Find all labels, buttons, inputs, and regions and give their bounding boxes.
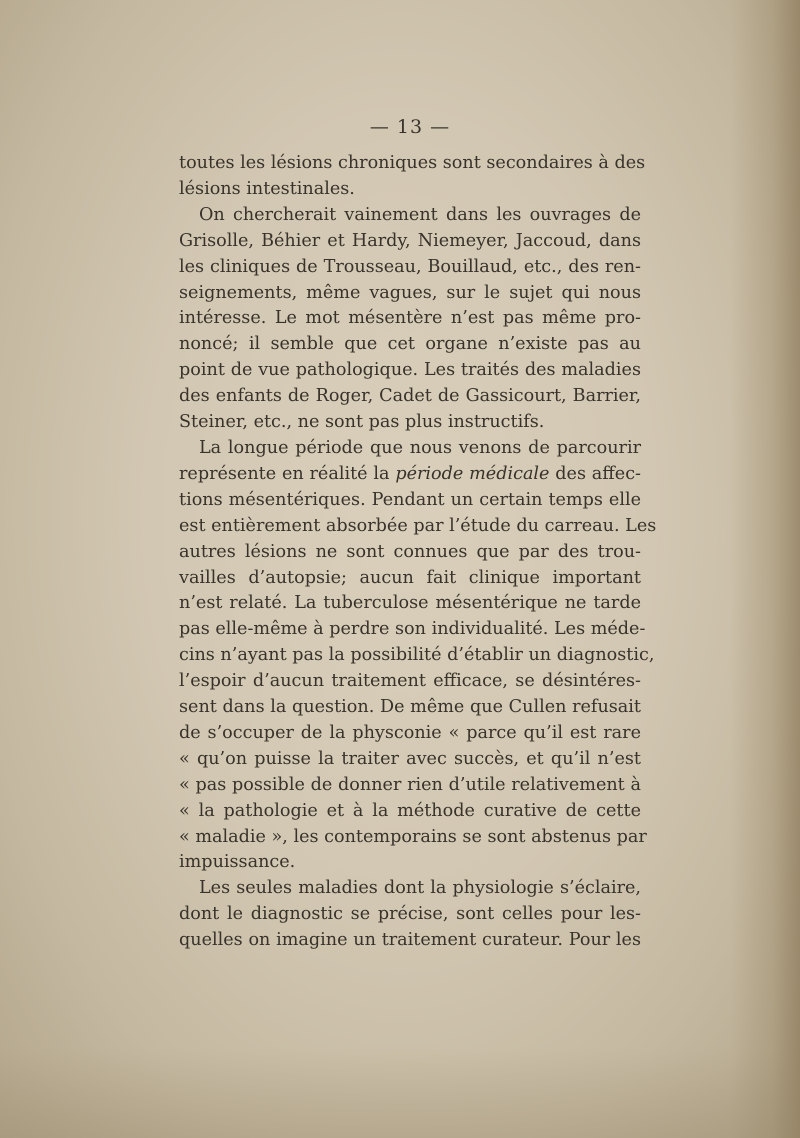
text-line: des enfants de Roger, Cadet de Gassicourt, Barrier,	[179, 386, 641, 407]
text-line: impuissance.	[179, 852, 296, 873]
text-line: vailles d’autopsie; aucun fait clinique important	[179, 567, 641, 588]
text-line: tions mésentériques. Pendant un certain temps elle	[179, 489, 641, 510]
text-line: les cliniques de Trousseau, Bouillaud, etc., des ren-	[179, 256, 641, 277]
text-line: intéresse. Le mot mésentère n’est pas même pro-	[179, 308, 641, 329]
text-line: est entièrement absorbée par l’étude du carreau. Les	[179, 515, 657, 536]
text-segment: des affec-	[549, 463, 641, 484]
page-edge-shadow-right	[730, 0, 800, 1138]
text-line: toutes les lésions chroniques sont secondaires à des	[179, 153, 646, 173]
text-line	[179, 462, 641, 488]
text-line: point de vue pathologique. Les traités des maladies	[179, 360, 641, 381]
text-segment: représente en réalité la	[179, 463, 396, 484]
text-line: quelles on imagine un traitement curateur. Pour les	[179, 930, 641, 951]
text-line: La longue période que nous venons de parcourir	[199, 437, 641, 458]
text-line: « pas possible de donner rien d’utile relativement à	[179, 774, 641, 795]
page-edge-shadow-bottom	[0, 1048, 800, 1138]
text-line: l’espoir d’aucun traitement efficace, se désintéres-	[179, 671, 641, 692]
text-line: de s’occuper de la physconie « parce qu’il est rare	[179, 722, 641, 743]
text-line: noncé; il semble que cet organe n’existe pas au	[179, 334, 641, 355]
text-line: pas elle-même à perdre son individualité. Les méde-	[179, 619, 646, 640]
text-line: dont le diagnostic se précise, sont celles pour les-	[179, 904, 641, 925]
text-line: Grisolle, Béhier et Hardy, Niemeyer, Jaccoud, dans	[179, 230, 641, 251]
text-line: cins n’ayant pas la possibilité d’établir un diagnostic,	[179, 645, 655, 666]
text-line: « maladie », les contemporains se sont abstenus par	[179, 826, 647, 847]
body-text	[179, 151, 657, 954]
text-line: autres lésions ne sont connues que par des trou-	[179, 541, 641, 562]
text-line: Steiner, etc., ne sont pas plus instructifs.	[179, 412, 545, 433]
text-line: On chercherait vainement dans les ouvrages de	[199, 204, 641, 225]
text-line: seignements, même vagues, sur le sujet qui nous	[179, 282, 641, 303]
text-line: sent dans la question. De même que Cullen refusait	[179, 697, 641, 718]
text-line: « la pathologie et à la méthode curative de cette	[179, 800, 641, 821]
text-line: lésions intestinales.	[179, 178, 355, 199]
text-line: « qu’on puisse la traiter avec succès, et qu’il n’est	[179, 748, 641, 769]
text-line: Les seules maladies dont la physiologie s’éclaire,	[199, 878, 641, 899]
page-number: — 13 —	[369, 116, 451, 138]
italic-phrase: période médicale	[395, 463, 550, 484]
text-line: n’est relaté. La tuberculose mésentérique ne tarde	[179, 593, 641, 614]
